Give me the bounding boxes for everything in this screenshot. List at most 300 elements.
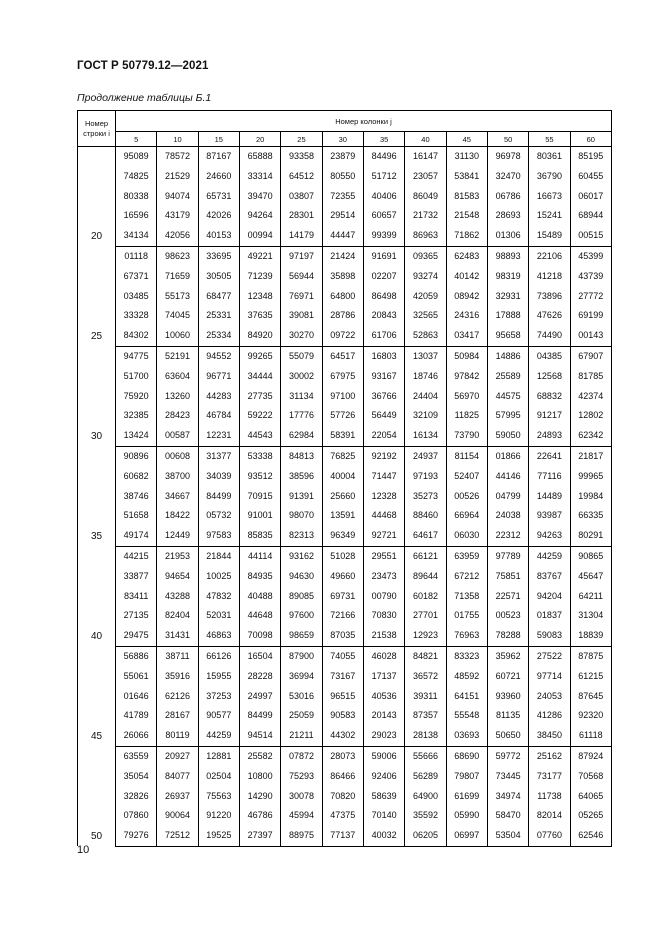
random-number-cell: 96349 — [322, 526, 363, 546]
random-number-cell: 24893 — [529, 426, 570, 446]
table-row — [78, 526, 612, 546]
random-number-cell: 23879 — [322, 147, 363, 167]
column-number-header: 15 — [198, 132, 239, 147]
random-number-cell: 20143 — [363, 706, 404, 726]
random-number-cell: 15955 — [198, 667, 239, 687]
random-number-cell: 44114 — [239, 546, 280, 566]
random-number-cell: 98893 — [487, 246, 528, 266]
random-number-cell: 76825 — [322, 446, 363, 466]
random-number-cell: 28167 — [157, 706, 198, 726]
table-row — [78, 626, 612, 646]
random-number-cell: 24660 — [198, 167, 239, 187]
random-number-cell: 72355 — [322, 187, 363, 207]
random-number-cell: 31377 — [198, 446, 239, 466]
random-number-cell: 44146 — [487, 467, 528, 487]
random-number-cell: 84496 — [363, 147, 404, 167]
random-number-cell: 45647 — [570, 567, 611, 587]
row-number-cell: 30 — [78, 346, 116, 446]
random-number-cell: 97100 — [322, 387, 363, 407]
random-number-cell: 73896 — [529, 287, 570, 307]
column-number-header: 20 — [239, 132, 280, 147]
random-number-cell: 34444 — [239, 367, 280, 387]
random-number-cell: 32931 — [487, 287, 528, 307]
random-number-cell: 95089 — [116, 147, 157, 167]
random-number-cell: 11738 — [529, 787, 570, 807]
random-number-cell: 60455 — [570, 167, 611, 187]
table-row — [78, 726, 612, 746]
random-number-cell: 44447 — [322, 226, 363, 246]
random-number-cell: 68832 — [529, 387, 570, 407]
random-number-cell: 09365 — [405, 246, 446, 266]
random-number-cell: 63559 — [116, 746, 157, 766]
random-number-cell: 38746 — [116, 487, 157, 507]
random-number-cell: 86049 — [405, 187, 446, 207]
random-number-cell: 05732 — [198, 506, 239, 526]
random-number-cell: 86466 — [322, 767, 363, 787]
random-number-cell: 72512 — [157, 826, 198, 846]
random-number-cell: 86963 — [405, 226, 446, 246]
random-number-cell: 82014 — [529, 806, 570, 826]
random-number-cell: 56970 — [446, 387, 487, 407]
random-number-cell: 94514 — [239, 726, 280, 746]
random-number-cell: 51658 — [116, 506, 157, 526]
random-number-cell: 81583 — [446, 187, 487, 207]
random-number-cell: 40153 — [198, 226, 239, 246]
random-number-cell: 93274 — [405, 267, 446, 287]
column-number-header: 30 — [322, 132, 363, 147]
random-number-cell: 69199 — [570, 306, 611, 326]
table-row — [78, 746, 612, 766]
random-number-cell: 53504 — [487, 826, 528, 846]
random-number-cell: 68477 — [198, 287, 239, 307]
random-number-cell: 03807 — [281, 187, 322, 207]
random-number-cell: 28693 — [487, 206, 528, 226]
row-number-header — [78, 111, 116, 147]
random-number-cell: 53338 — [239, 446, 280, 466]
random-number-cell: 79807 — [446, 767, 487, 787]
random-number-cell: 32565 — [405, 306, 446, 326]
random-number-cell: 33877 — [116, 567, 157, 587]
random-number-cell: 42059 — [405, 287, 446, 307]
table-row — [78, 306, 612, 326]
table-body — [78, 147, 612, 847]
random-number-cell: 21211 — [281, 726, 322, 746]
random-number-cell: 85835 — [239, 526, 280, 546]
random-number-cell: 84499 — [239, 706, 280, 726]
random-number-cell: 24038 — [487, 506, 528, 526]
random-number-cell: 33695 — [198, 246, 239, 266]
random-number-cell: 55173 — [157, 287, 198, 307]
table-row — [78, 326, 612, 346]
random-number-cell: 19984 — [570, 487, 611, 507]
random-number-cell: 32826 — [116, 787, 157, 807]
random-number-cell: 34039 — [198, 467, 239, 487]
random-number-cell: 59772 — [487, 746, 528, 766]
random-number-cell: 29514 — [322, 206, 363, 226]
row-number-cell: 25 — [78, 246, 116, 346]
random-number-cell: 93162 — [281, 546, 322, 566]
random-number-cell: 87167 — [198, 147, 239, 167]
random-number-cell: 84920 — [239, 326, 280, 346]
random-number-cell: 66335 — [570, 506, 611, 526]
random-number-cell: 63959 — [446, 546, 487, 566]
random-number-cell: 14179 — [281, 226, 322, 246]
random-number-cell: 70820 — [322, 787, 363, 807]
random-number-cell: 97197 — [281, 246, 322, 266]
random-number-cell: 13424 — [116, 426, 157, 446]
random-number-cell: 84499 — [198, 487, 239, 507]
random-number-cell: 12348 — [239, 287, 280, 307]
random-number-cell: 92406 — [363, 767, 404, 787]
random-number-cell: 94630 — [281, 567, 322, 587]
random-number-cell: 43288 — [157, 587, 198, 607]
random-number-cell: 39081 — [281, 306, 322, 326]
random-number-cell: 71862 — [446, 226, 487, 246]
random-number-cell: 64512 — [281, 167, 322, 187]
random-number-cell: 07860 — [116, 806, 157, 826]
random-number-cell: 10060 — [157, 326, 198, 346]
random-number-cell: 66964 — [446, 506, 487, 526]
random-number-cell: 40004 — [322, 467, 363, 487]
random-number-cell: 56886 — [116, 646, 157, 666]
random-number-cell: 69731 — [322, 587, 363, 607]
random-number-cell: 00994 — [239, 226, 280, 246]
random-number-cell: 87357 — [405, 706, 446, 726]
random-number-cell: 34134 — [116, 226, 157, 246]
random-number-cell: 16134 — [405, 426, 446, 446]
random-number-cell: 84821 — [405, 646, 446, 666]
random-number-cell: 41218 — [529, 267, 570, 287]
random-number-cell: 46863 — [198, 626, 239, 646]
random-number-cell: 38450 — [529, 726, 570, 746]
random-number-cell: 36766 — [363, 387, 404, 407]
random-number-cell: 62984 — [281, 426, 322, 446]
random-number-cell: 12802 — [570, 406, 611, 426]
random-number-cell: 62342 — [570, 426, 611, 446]
random-number-cell: 97714 — [529, 667, 570, 687]
random-number-cell: 00523 — [487, 606, 528, 626]
random-number-cell: 06205 — [405, 826, 446, 846]
random-number-cell: 02504 — [198, 767, 239, 787]
random-number-cell: 30078 — [281, 787, 322, 807]
table-caption: Продолжение таблицы Б.1 — [77, 92, 212, 104]
random-number-cell: 38700 — [157, 467, 198, 487]
random-number-cell: 65731 — [198, 187, 239, 207]
random-number-cell: 90064 — [157, 806, 198, 826]
random-number-cell: 91220 — [198, 806, 239, 826]
random-number-cell: 66121 — [405, 546, 446, 566]
column-number-header: 5 — [116, 132, 157, 147]
random-number-cell: 41789 — [116, 706, 157, 726]
random-number-cell: 99265 — [239, 346, 280, 366]
random-number-cell: 78288 — [487, 626, 528, 646]
random-number-cell: 35916 — [157, 667, 198, 687]
random-number-cell: 84935 — [239, 567, 280, 587]
random-number-cell: 49660 — [322, 567, 363, 587]
random-number-cell: 33328 — [116, 306, 157, 326]
random-number-cell: 57726 — [322, 406, 363, 426]
random-number-cell: 73177 — [529, 767, 570, 787]
random-number-cell: 92192 — [363, 446, 404, 466]
random-number-cell: 71239 — [239, 267, 280, 287]
random-number-cell: 37635 — [239, 306, 280, 326]
random-number-cell: 64800 — [322, 287, 363, 307]
random-number-cell: 62126 — [157, 687, 198, 707]
random-number-cell: 96771 — [198, 367, 239, 387]
random-number-cell: 77116 — [529, 467, 570, 487]
row-number-cell: 35 — [78, 446, 116, 546]
random-number-cell: 88460 — [405, 506, 446, 526]
random-number-cell: 24997 — [239, 687, 280, 707]
table-row — [78, 467, 612, 487]
random-number-cell: 35898 — [322, 267, 363, 287]
random-number-cell: 80338 — [116, 187, 157, 207]
table-row — [78, 426, 612, 446]
random-number-cell: 24404 — [405, 387, 446, 407]
random-number-cell: 46784 — [198, 406, 239, 426]
random-number-cell: 77137 — [322, 826, 363, 846]
random-number-cell: 24053 — [529, 687, 570, 707]
random-number-cell: 87924 — [570, 746, 611, 766]
table-row — [78, 246, 612, 266]
random-number-cell: 13591 — [322, 506, 363, 526]
row-number-cell: 20 — [78, 147, 116, 247]
random-number-cell: 80291 — [570, 526, 611, 546]
random-number-cell: 66126 — [198, 646, 239, 666]
random-number-cell: 22641 — [529, 446, 570, 466]
random-number-cell: 99399 — [363, 226, 404, 246]
random-number-cell: 44215 — [116, 546, 157, 566]
random-number-cell: 00515 — [570, 226, 611, 246]
random-number-cell: 76963 — [446, 626, 487, 646]
column-number-header: 25 — [281, 132, 322, 147]
column-number-header: 45 — [446, 132, 487, 147]
random-number-cell: 68944 — [570, 206, 611, 226]
random-number-cell: 38711 — [157, 646, 198, 666]
random-number-cell: 10800 — [239, 767, 280, 787]
random-number-cell: 88975 — [281, 826, 322, 846]
random-number-cell: 52863 — [405, 326, 446, 346]
random-number-cell: 59083 — [529, 626, 570, 646]
random-number-cell: 83323 — [446, 646, 487, 666]
random-number-cell: 00587 — [157, 426, 198, 446]
random-number-cell: 24316 — [446, 306, 487, 326]
random-number-cell: 19525 — [198, 826, 239, 846]
random-number-cell: 75563 — [198, 787, 239, 807]
table-row — [78, 446, 612, 466]
random-number-cell: 40488 — [239, 587, 280, 607]
random-number-cell: 94263 — [529, 526, 570, 546]
random-number-cell: 97600 — [281, 606, 322, 626]
random-number-cell: 64517 — [322, 346, 363, 366]
random-number-cell: 28301 — [281, 206, 322, 226]
random-number-cell: 71447 — [363, 467, 404, 487]
random-number-cell: 01306 — [487, 226, 528, 246]
random-number-cell: 92721 — [363, 526, 404, 546]
random-number-cell: 30505 — [198, 267, 239, 287]
random-number-cell: 85195 — [570, 147, 611, 167]
random-number-cell: 74055 — [322, 646, 363, 666]
random-number-cell: 12449 — [157, 526, 198, 546]
random-number-cell: 16147 — [405, 147, 446, 167]
row-number-cell: 45 — [78, 646, 116, 746]
random-number-cell: 60682 — [116, 467, 157, 487]
random-number-cell: 71659 — [157, 267, 198, 287]
random-number-cell: 94775 — [116, 346, 157, 366]
random-number-cell: 04799 — [487, 487, 528, 507]
random-number-cell: 41286 — [529, 706, 570, 726]
random-number-cell: 44283 — [198, 387, 239, 407]
column-number-header: 40 — [405, 132, 446, 147]
random-number-cell: 96978 — [487, 147, 528, 167]
random-number-cell: 29023 — [363, 726, 404, 746]
random-number-cell: 49174 — [116, 526, 157, 546]
random-number-cell: 22054 — [363, 426, 404, 446]
random-number-cell: 27135 — [116, 606, 157, 626]
random-number-cell: 56289 — [405, 767, 446, 787]
table-row — [78, 506, 612, 526]
random-number-cell: 94552 — [198, 346, 239, 366]
random-number-cell: 06997 — [446, 826, 487, 846]
random-number-cell: 61118 — [570, 726, 611, 746]
random-number-cell: 67907 — [570, 346, 611, 366]
random-number-cell: 96515 — [322, 687, 363, 707]
random-number-cell: 16596 — [116, 206, 157, 226]
random-number-cell: 52407 — [446, 467, 487, 487]
random-number-cell: 23057 — [405, 167, 446, 187]
random-number-cell: 50650 — [487, 726, 528, 746]
random-number-cell: 01118 — [116, 246, 157, 266]
random-number-cell: 28073 — [322, 746, 363, 766]
random-number-cell: 93167 — [363, 367, 404, 387]
random-number-cell: 59222 — [239, 406, 280, 426]
random-number-cell: 17776 — [281, 406, 322, 426]
random-number-cell: 35592 — [405, 806, 446, 826]
table-row — [78, 226, 612, 246]
random-number-cell: 93512 — [239, 467, 280, 487]
random-number-cell: 80550 — [322, 167, 363, 187]
random-number-cell: 33314 — [239, 167, 280, 187]
random-number-cell: 23473 — [363, 567, 404, 587]
random-number-cell: 61706 — [363, 326, 404, 346]
random-number-cell: 40406 — [363, 187, 404, 207]
column-number-header: 55 — [529, 132, 570, 147]
random-number-cell: 59050 — [487, 426, 528, 446]
random-number-cell: 49221 — [239, 246, 280, 266]
random-number-cell: 12568 — [529, 367, 570, 387]
random-number-cell: 67371 — [116, 267, 157, 287]
table-row — [78, 367, 612, 387]
random-number-cell: 94264 — [239, 206, 280, 226]
random-number-cell: 29551 — [363, 546, 404, 566]
random-number-cell: 28228 — [239, 667, 280, 687]
random-number-cell: 25334 — [198, 326, 239, 346]
random-number-cell: 51028 — [322, 546, 363, 566]
random-number-cell: 70915 — [239, 487, 280, 507]
random-number-cell: 18746 — [405, 367, 446, 387]
column-number-header: 50 — [487, 132, 528, 147]
random-number-cell: 32385 — [116, 406, 157, 426]
column-numbers-row — [78, 132, 612, 147]
column-group-header: Номер колонки j — [116, 111, 612, 132]
random-number-cell: 90577 — [198, 706, 239, 726]
random-number-cell: 97193 — [405, 467, 446, 487]
random-number-cell: 21817 — [570, 446, 611, 466]
random-number-cell: 05265 — [570, 806, 611, 826]
random-number-cell: 21424 — [322, 246, 363, 266]
random-number-cell: 70140 — [363, 806, 404, 826]
random-number-cell: 00143 — [570, 326, 611, 346]
random-number-cell: 97583 — [198, 526, 239, 546]
random-number-cell: 97842 — [446, 367, 487, 387]
random-number-cell: 40032 — [363, 826, 404, 846]
random-number-cell: 06030 — [446, 526, 487, 546]
random-number-cell: 55666 — [405, 746, 446, 766]
random-number-cell: 27397 — [239, 826, 280, 846]
random-number-cell: 12923 — [405, 626, 446, 646]
table-row — [78, 787, 612, 807]
random-number-cell: 37253 — [198, 687, 239, 707]
random-number-cell: 38596 — [281, 467, 322, 487]
random-number-cell: 28786 — [322, 306, 363, 326]
random-number-cell: 35962 — [487, 646, 528, 666]
random-number-cell: 51700 — [116, 367, 157, 387]
random-number-cell: 08942 — [446, 287, 487, 307]
document-title: ГОСТ Р 50779.12—2021 — [77, 60, 209, 72]
random-number-cell: 81154 — [446, 446, 487, 466]
random-number-cell: 60657 — [363, 206, 404, 226]
random-number-cell: 32470 — [487, 167, 528, 187]
random-number-cell: 25582 — [239, 746, 280, 766]
random-number-cell: 84077 — [157, 767, 198, 787]
random-number-cell: 42374 — [570, 387, 611, 407]
random-number-cell: 13037 — [405, 346, 446, 366]
random-number-cell: 91217 — [529, 406, 570, 426]
random-number-cell: 90865 — [570, 546, 611, 566]
random-number-cell: 67212 — [446, 567, 487, 587]
random-number-cell: 47832 — [198, 587, 239, 607]
random-number-cell: 84302 — [116, 326, 157, 346]
random-number-cell: 89085 — [281, 587, 322, 607]
random-number-cell: 01646 — [116, 687, 157, 707]
random-number-cell: 61699 — [446, 787, 487, 807]
random-number-cell: 02207 — [363, 267, 404, 287]
random-number-cell: 22571 — [487, 587, 528, 607]
random-number-cell: 58391 — [322, 426, 363, 446]
random-number-cell: 99965 — [570, 467, 611, 487]
random-number-cell: 84813 — [281, 446, 322, 466]
random-number-cell: 60721 — [487, 667, 528, 687]
table-row — [78, 567, 612, 587]
random-number-cell: 42056 — [157, 226, 198, 246]
random-number-cell: 93987 — [529, 506, 570, 526]
random-number-cell: 21732 — [405, 206, 446, 226]
random-number-cell: 64151 — [446, 687, 487, 707]
random-number-cell: 74825 — [116, 167, 157, 187]
random-number-cell: 13260 — [157, 387, 198, 407]
column-number-header: 60 — [570, 132, 611, 147]
random-number-cell: 16673 — [529, 187, 570, 207]
random-number-cell: 53016 — [281, 687, 322, 707]
random-number-cell: 86498 — [363, 287, 404, 307]
random-number-cell: 30002 — [281, 367, 322, 387]
random-number-cell: 45399 — [570, 246, 611, 266]
random-number-cell: 21844 — [198, 546, 239, 566]
random-number-cell: 26937 — [157, 787, 198, 807]
random-number-cell: 40142 — [446, 267, 487, 287]
random-number-cell: 61215 — [570, 667, 611, 687]
random-number-cell: 80119 — [157, 726, 198, 746]
